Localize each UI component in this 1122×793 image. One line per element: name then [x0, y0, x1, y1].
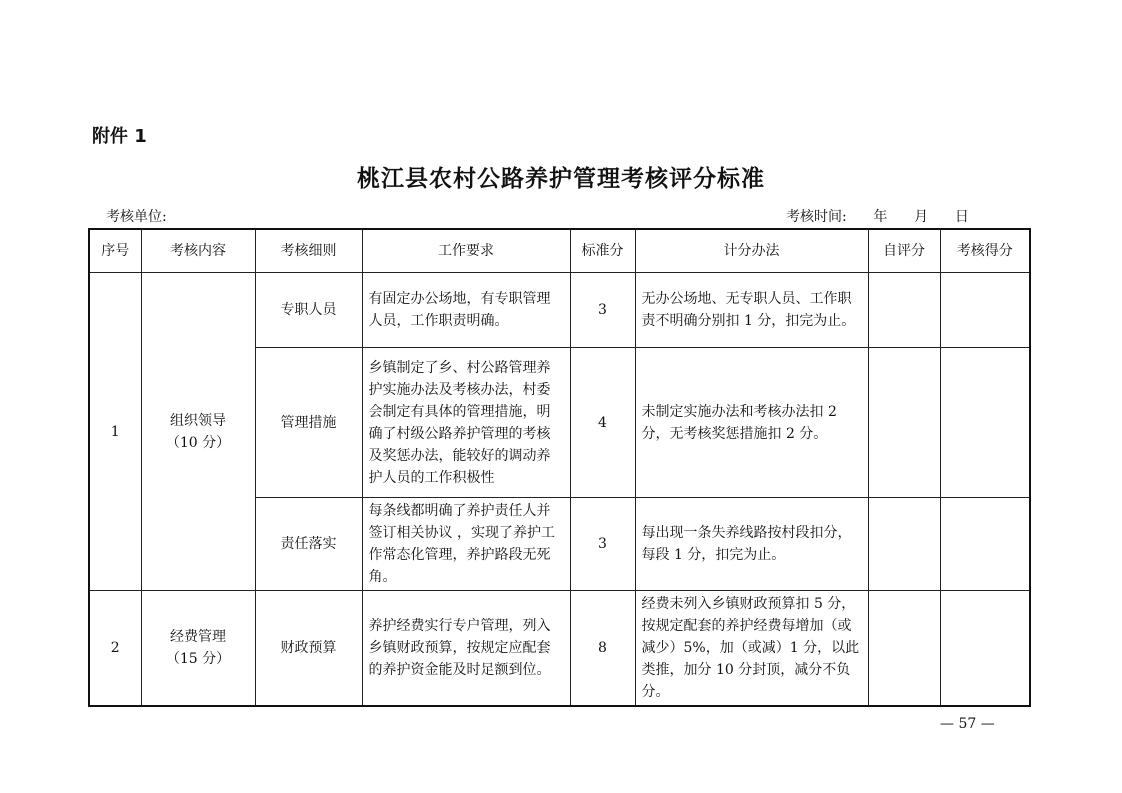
table-row: [89, 591, 1030, 707]
scoring-table: [88, 228, 1031, 707]
page-title: 桃江县农村公路养护管理考核评分标准: [357, 165, 765, 192]
header-cell: 序号: [89, 229, 141, 273]
requirement-cell: 每条线都明确了养护责任人并签订相关协议 ，实现了养护工作常态化管理，养护路段无死角。: [362, 498, 570, 591]
rule-cell: 专职人员: [255, 273, 362, 348]
self-score-cell[interactable]: [868, 498, 940, 591]
self-score-cell[interactable]: [868, 591, 940, 707]
item-number-cell: 1: [89, 273, 141, 591]
rule-cell: 财政预算: [255, 591, 362, 707]
rule-cell: 责任落实: [255, 498, 362, 591]
self-score-cell[interactable]: [868, 273, 940, 348]
standard-score-cell: 4: [570, 348, 635, 498]
standard-score-cell: 3: [570, 273, 635, 348]
header-cell: 标准分: [570, 229, 635, 273]
attachment-label: 附件 1: [92, 126, 147, 147]
assessment-time-label: 考核时间: 年 月 日: [786, 209, 969, 225]
assessment-content-cell: [141, 273, 255, 591]
rule-cell: 管理措施: [255, 348, 362, 498]
requirement-cell: 有固定办公场地，有专职管理人员，工作职责明确。: [362, 273, 570, 348]
scoring-method-cell: 无办公场地、无专职人员、工作职责不明确分别扣 1 分，扣完为止。: [635, 273, 868, 348]
requirement-cell: 乡镇制定了乡、村公路管理养护实施办法及考核办法，村委会制定有具体的管理措施，明确了村级公路养护管理的考核及奖惩办法，能较好的调动养护人员的工作积极性: [362, 348, 570, 498]
content-score: （15 分）: [165, 651, 231, 667]
assessment-score-cell[interactable]: [940, 273, 1030, 348]
assessment-unit-label: 考核单位:: [106, 209, 167, 225]
page-number: — 57 —: [940, 716, 995, 732]
header-cell: 计分办法: [635, 229, 868, 273]
assessment-score-cell[interactable]: [940, 591, 1030, 707]
content-name: 经费管理: [170, 629, 226, 645]
requirement-cell: 养护经费实行专户管理，列入乡镇财政预算，按规定应配套的养护资金能及时足额到位。: [362, 591, 570, 707]
assessment-score-cell[interactable]: [940, 348, 1030, 498]
content-name: 组织领导: [170, 412, 226, 429]
self-score-cell[interactable]: [868, 348, 940, 498]
content-score: （10 分）: [165, 434, 231, 451]
header-cell: 考核细则: [255, 229, 362, 273]
header-cell: 工作要求: [362, 229, 570, 273]
scoring-method-cell: 未制定实施办法和考核办法扣 2 分，无考核奖惩措施扣 2 分。: [635, 348, 868, 498]
assessment-score-cell[interactable]: [940, 498, 1030, 591]
assessment-content-cell: [141, 591, 255, 707]
scoring-method-cell: 每出现一条失养线路按村段扣分，每段 1 分，扣完为止。: [635, 498, 868, 591]
scoring-method-cell: 经费未列入乡镇财政预算扣 5 分，按规定配套的养护经费每增加（或减少）5%，加（或减）1 分，以此类推，加分 10 分封顶，减分不负分。: [635, 591, 868, 707]
header-cell: 考核内容: [141, 229, 255, 273]
header-cell: 考核得分: [940, 229, 1030, 273]
standard-score-cell: 3: [570, 498, 635, 591]
header-cell: 自评分: [868, 229, 940, 273]
standard-score-cell: 8: [570, 591, 635, 707]
item-number-cell: 2: [89, 591, 141, 707]
table-row: [89, 273, 1030, 348]
table-header-row: [89, 229, 1030, 273]
